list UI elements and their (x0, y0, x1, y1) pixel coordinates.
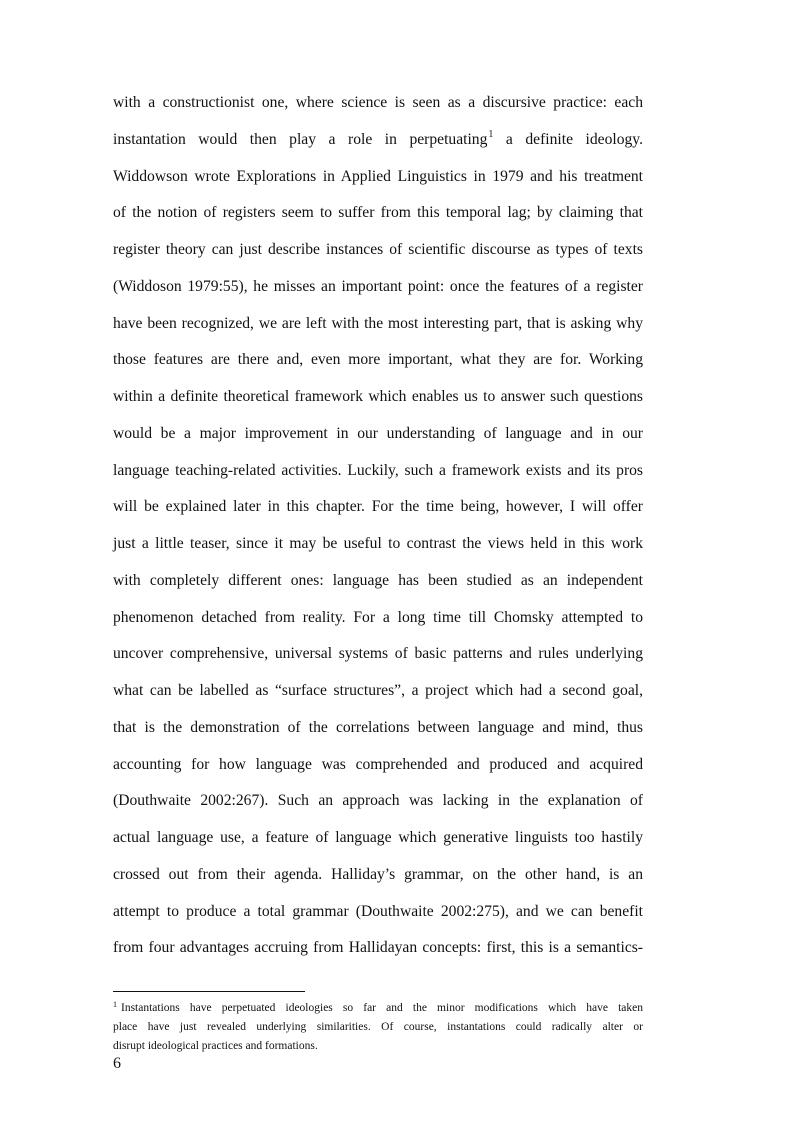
footnote-marker: 1 (113, 1000, 117, 1009)
body-line: with completely different ones: language has been studied as an independent (113, 571, 643, 589)
body-line: what can be labelled as “surface structures”, a project which had a second goal, (113, 682, 643, 699)
body-line: attempt to produce a total grammar (Douthwaite 2002:275), and we can benefit (113, 902, 643, 920)
body-line: crossed out from their agenda. Halliday’s grammar, on the other hand, is an (113, 865, 643, 883)
body-line: from four advantages accruing from Hallidayan concepts: first, this is a semantics- (113, 939, 643, 957)
body-line: within a definite theoretical framework which enables us to answer such questions (113, 388, 643, 405)
footnote-line: place have just revealed underlying similarities. Of course, instantations could radically alter or (113, 1021, 643, 1033)
body-line: language teaching-related activities. Luckily, such a framework exists and its pros (113, 461, 643, 479)
footnote-divider (113, 991, 305, 992)
body-line: that is the demonstration of the correlations between language and mind, thus (113, 718, 643, 736)
body-line: actual language use, a feature of language which generative linguists too hastily (113, 829, 643, 846)
body-line: Widdowson wrote Explorations in Applied Linguistics in 1979 and his treatment (113, 167, 643, 185)
body-line: just a little teaser, since it may be useful to contrast the views held in this work (113, 535, 643, 552)
body-line: will be explained later in this chapter. For the time being, however, I will offer (113, 498, 643, 516)
body-line: register theory can just describe instances of scientific discourse as types of texts (113, 241, 643, 258)
body-line: (Widdoson 1979:55), he misses an important point: once the features of a register (113, 277, 643, 295)
footnote (113, 999, 643, 1056)
body-line: phenomenon detached from reality. For a long time till Chomsky attempted to (113, 608, 643, 626)
footnote-line-text: Instantations have perpetuated ideologies so far and the minor modifications which have taken (121, 1002, 643, 1014)
body-line-part: a definite ideology. (505, 130, 643, 148)
footnote-reference: 1 (488, 128, 494, 140)
footnote-line (113, 999, 643, 1018)
body-line: (Douthwaite 2002:267). Such an approach was lacking in the explanation of (113, 792, 643, 810)
body-line: with a constructionist one, where science is seen as a discursive practice: each (113, 94, 643, 111)
body-line: accounting for how language was comprehended and produced and acquired (113, 755, 643, 773)
body-text (113, 88, 643, 970)
footnote-line: disrupt ideological practices and formations. (113, 1040, 318, 1052)
body-line: those features are there and, even more important, what they are for. Working (113, 351, 643, 369)
body-line: would be a major improvement in our understanding of language and in our (113, 424, 643, 442)
body-line: uncover comprehensive, universal systems of basic patterns and rules underlying (113, 645, 643, 663)
page-number: 6 (113, 1055, 121, 1072)
body-line-part: instantation would then play a role in perpetuating (113, 130, 488, 148)
body-line-with-footnote-ref (113, 125, 643, 162)
body-line: of the notion of registers seem to suffer from this temporal lag; by claiming that (113, 204, 643, 222)
body-line: have been recognized, we are left with the most interesting part, that is asking why (113, 314, 643, 332)
